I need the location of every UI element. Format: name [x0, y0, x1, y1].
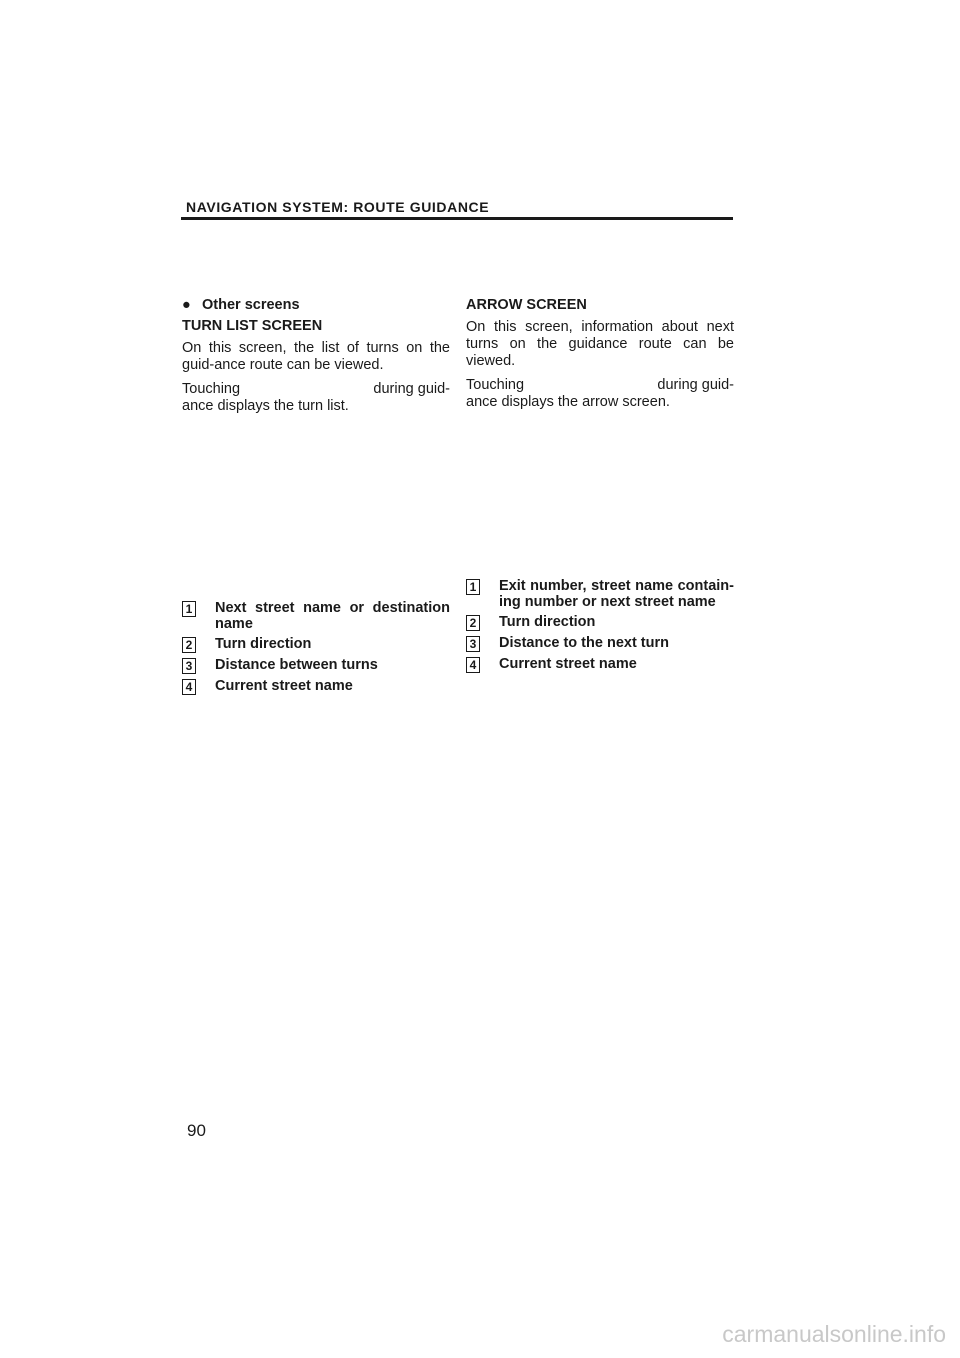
- legend-text: Distance between turns: [215, 657, 378, 673]
- number-badge: 4: [182, 679, 196, 695]
- legend-item: [466, 635, 734, 652]
- page-number: 90: [187, 1121, 206, 1140]
- legend-text: Turn direction: [499, 614, 596, 630]
- legend-item: [466, 578, 734, 610]
- arrow-screen-touch-instruction: [466, 377, 734, 411]
- legend-item: [182, 678, 450, 695]
- turn-list-touch-instruction: [182, 381, 450, 415]
- arrow-screen-description: On this screen, information about next turns on the guidance route can be viewed.: [466, 319, 734, 369]
- turn-list-description: On this screen, the list of turns on the guid-ance route can be viewed.: [182, 340, 450, 373]
- legend-text: Current street name: [215, 678, 353, 694]
- number-badge: 3: [466, 636, 480, 652]
- legend-text: Turn direction: [215, 636, 312, 652]
- turn-list-legend: [182, 600, 450, 699]
- number-badge: 1: [466, 579, 480, 595]
- legend-text: Exit number, street name contain-ing number or next street name: [499, 578, 734, 610]
- legend-item: [182, 636, 450, 653]
- legend-text: Current street name: [499, 656, 637, 672]
- touch-end: ance displays the arrow screen.: [466, 394, 670, 410]
- touch-mid: during guid-: [373, 381, 450, 397]
- bullet-heading: [182, 297, 450, 314]
- number-badge: 2: [466, 615, 480, 631]
- bullet-icon: ●: [182, 297, 191, 313]
- touch-start: Touching: [182, 381, 241, 397]
- touch-start: Touching: [466, 377, 525, 393]
- section-header: NAVIGATION SYSTEM: ROUTE GUIDANCE: [186, 199, 490, 215]
- number-badge: 2: [182, 637, 196, 653]
- legend-item: [182, 657, 450, 674]
- legend-text: Next street name or destination name: [215, 600, 450, 632]
- number-badge: 1: [182, 601, 196, 617]
- header-rule: [181, 217, 733, 220]
- legend-item: [466, 656, 734, 673]
- bullet-heading-text: Other screens: [202, 297, 300, 313]
- number-badge: 4: [466, 657, 480, 673]
- legend-item: [182, 600, 450, 632]
- touch-end: ance displays the turn list.: [182, 398, 349, 414]
- right-column: [466, 297, 734, 411]
- legend-item: [466, 614, 734, 631]
- arrow-screen-title: ARROW SCREEN: [466, 297, 587, 313]
- legend-text: Distance to the next turn: [499, 635, 669, 651]
- left-column: [182, 297, 450, 415]
- arrow-screen-legend: [466, 578, 734, 677]
- number-badge: 3: [182, 658, 196, 674]
- touch-mid: during guid-: [657, 377, 734, 393]
- watermark: carmanualsonline.info: [722, 1321, 946, 1347]
- turn-list-title: TURN LIST SCREEN: [182, 318, 323, 334]
